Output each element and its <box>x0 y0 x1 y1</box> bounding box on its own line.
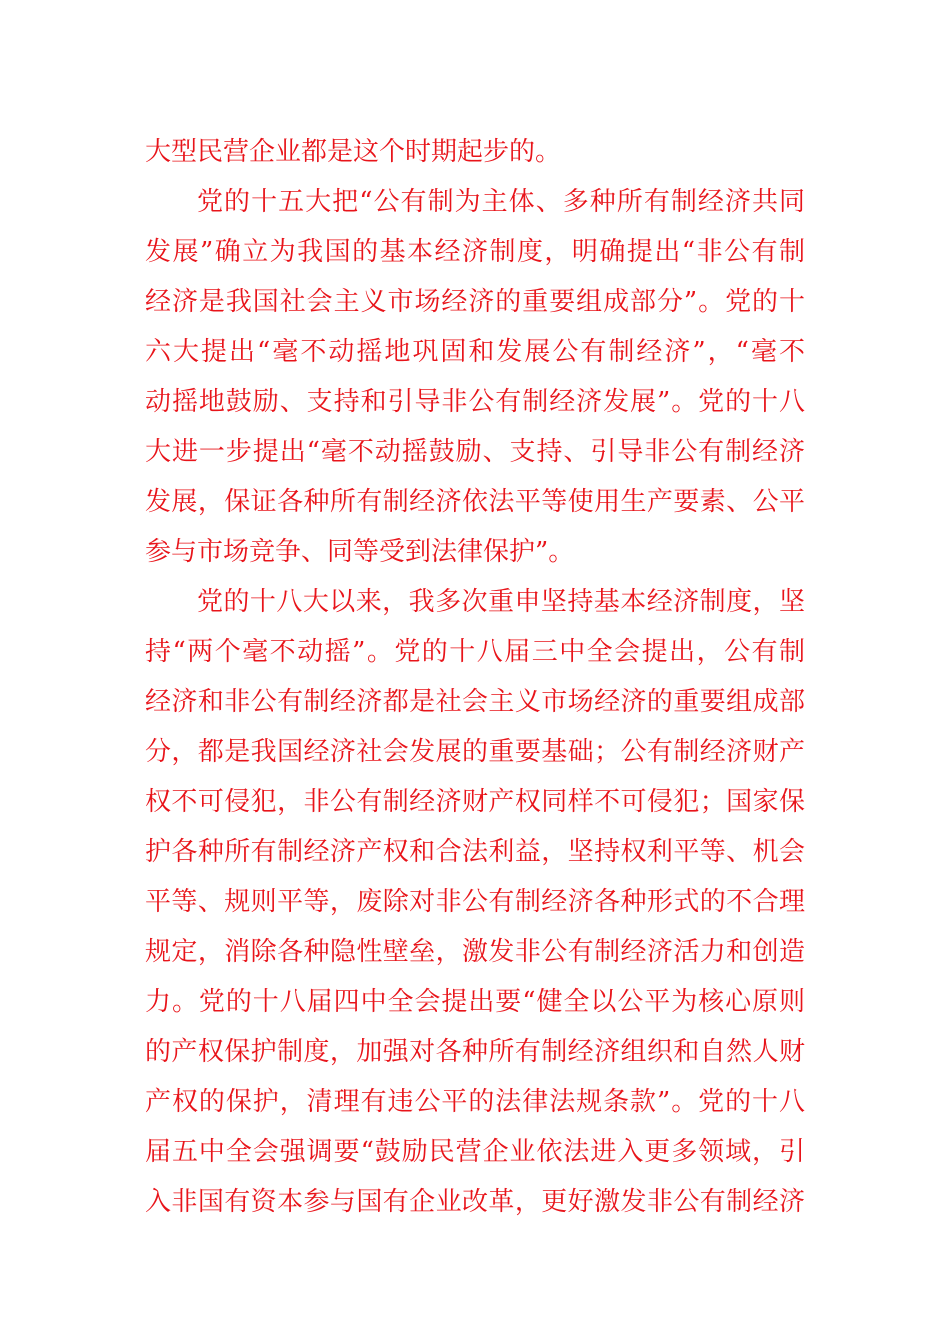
text-line: 六大提出“毫不动摇地巩固和发展公有制经济”，“毫不 <box>145 337 805 367</box>
text-line: 权不可侵犯，非公有制经济财产权同样不可侵犯；国家保 <box>145 787 805 817</box>
paragraph-start-line: 党的十五大把“公有制为主体、多种所有制经济共同 <box>197 187 805 217</box>
text-line: 分，都是我国经济社会发展的重要基础；公有制经济财产 <box>145 737 805 767</box>
text-line: 的产权保护制度，加强对各种所有制经济组织和自然人财 <box>145 1037 805 1067</box>
paragraph-start-line: 党的十八大以来，我多次重申坚持基本经济制度，坚 <box>197 587 805 617</box>
text-line: 发展，保证各种所有制经济依法平等使用生产要素、公平 <box>145 487 805 517</box>
text-line: 规定，消除各种隐性壁垒，激发非公有制经济活力和创造 <box>145 937 805 967</box>
text-line: 大进一步提出“毫不动摇鼓励、支持、引导非公有制经济 <box>145 437 805 467</box>
text-line: 持“两个毫不动摇”。党的十八届三中全会提出，公有制 <box>145 637 805 667</box>
text-line: 经济和非公有制经济都是社会主义市场经济的重要组成部 <box>145 687 805 717</box>
text-line: 经济是我国社会主义市场经济的重要组成部分”。党的十 <box>145 287 805 317</box>
text-line: 产权的保护，清理有违公平的法律法规条款”。党的十八 <box>145 1087 805 1117</box>
text-line: 参与市场竞争、同等受到法律保护”。 <box>145 537 575 567</box>
text-line: 力。党的十八届四中全会提出要“健全以公平为核心原则 <box>145 987 805 1017</box>
text-line: 护各种所有制经济产权和合法利益，坚持权利平等、机会 <box>145 837 805 867</box>
text-line: 入非国有资本参与国有企业改革，更好激发非公有制经济 <box>145 1187 805 1217</box>
text-line: 大型民营企业都是这个时期起步的。 <box>145 137 562 167</box>
text-line: 动摇地鼓励、支持和引导非公有制经济发展”。党的十八 <box>145 387 805 417</box>
text-line: 发展”确立为我国的基本经济制度，明确提出“非公有制 <box>145 237 805 267</box>
text-line: 届五中全会强调要“鼓励民营企业依法进入更多领域，引 <box>145 1137 805 1167</box>
text-line: 平等、规则平等，废除对非公有制经济各种形式的不合理 <box>145 887 805 917</box>
